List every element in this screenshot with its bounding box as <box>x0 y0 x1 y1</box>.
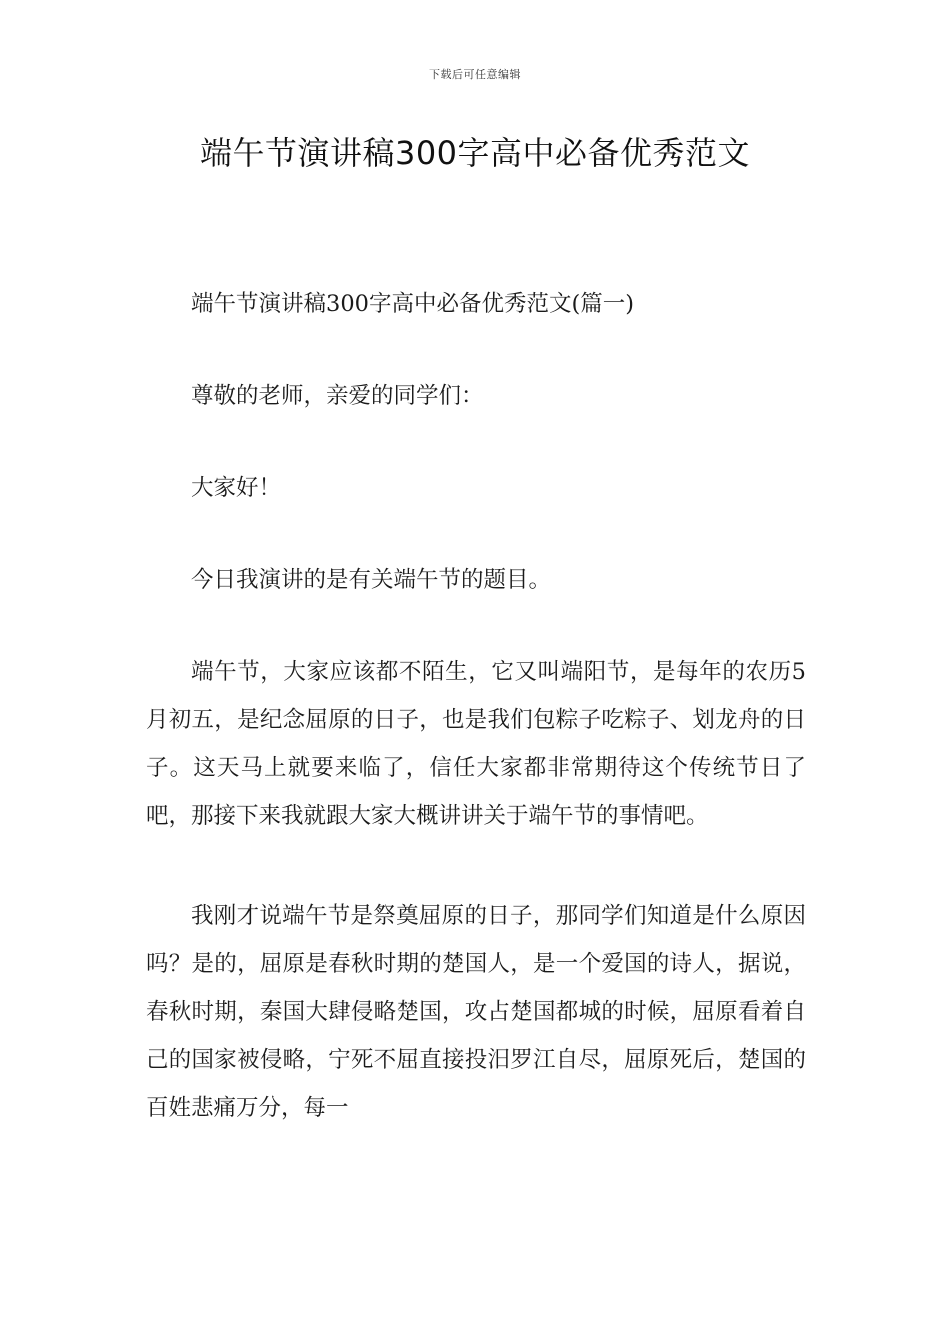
body-paragraph: 端午节，大家应该都不陌生，它又叫端阳节，是每年的农历5月初五，是纪念屈原的日子，也是我们包粽子吃粽子、划龙舟的日子。这天马上就要来临了，信任大家都非常期待这个传统节日了吧，那接下来我就跟大家大概讲讲关于端午节的事情吧。 <box>146 659 806 829</box>
body-paragraph: 我刚才说端午节是祭奠屈原的日子，那同学们知道是什么原因吗？是的，屈原是春秋时期的楚国人，是一个爱国的诗人，据说，春秋时期，秦国大肆侵略楚国，攻占楚国都城的时候，屈原看着自己的国家被侵略，宁死不屈直接投汨罗江自尽，屈原死后，楚国的百姓悲痛万分，每一 <box>146 903 806 1121</box>
header-note: 下载后可任意编辑 <box>429 68 521 81</box>
document-title: 端午节演讲稿300字高中必备优秀范文 <box>199 134 751 172</box>
salutation: 尊敬的老师，亲爱的同学们： <box>191 383 484 409</box>
greeting: 大家好！ <box>191 475 282 501</box>
document-body <box>146 280 806 1132</box>
topic-intro: 今日我演讲的是有关端午节的题目。 <box>191 567 552 593</box>
section-heading: 端午节演讲稿300字高中必备优秀范文(篇一) <box>191 291 635 317</box>
